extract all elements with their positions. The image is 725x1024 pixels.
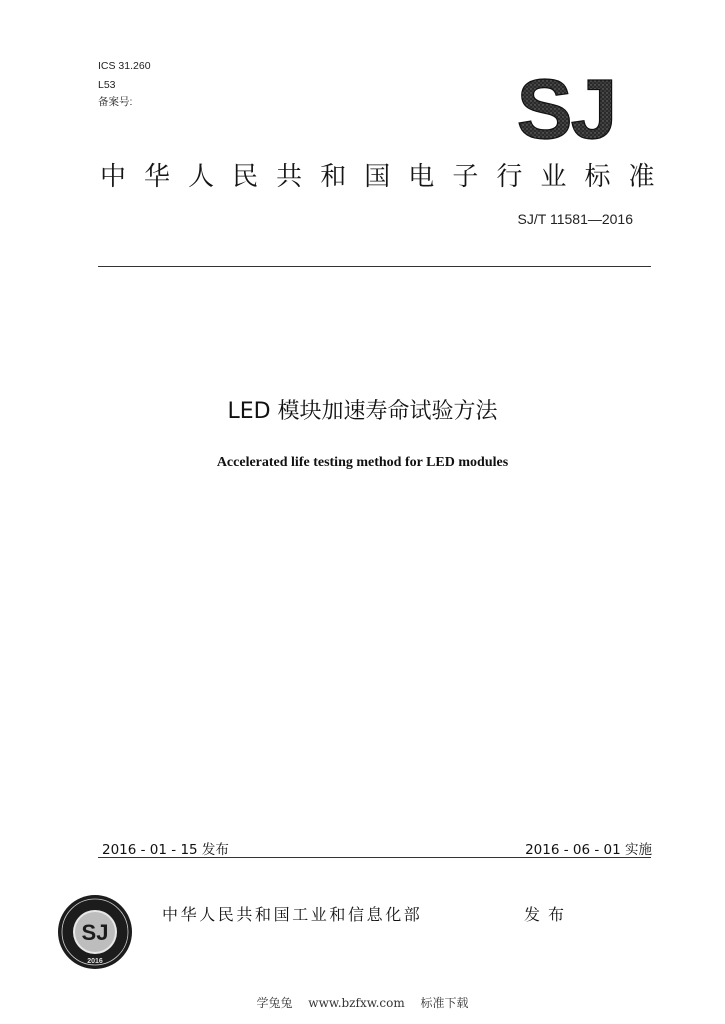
- issue-date: 2016 - 01 - 15 发布: [102, 842, 229, 858]
- watermark-tagline: 标准下载: [420, 996, 469, 1010]
- seal-year: 2016: [87, 958, 103, 965]
- document-title-chinese: LED 模块加速寿命试验方法: [227, 399, 498, 424]
- document-title-english: Accelerated life testing method for LED modules: [216, 455, 509, 470]
- watermark-footer: [0, 994, 725, 1011]
- seal-center-text: SJ: [81, 920, 109, 945]
- sj-logo: [510, 72, 622, 142]
- ics-code: ICS 31.260: [98, 60, 151, 72]
- ccs-code: L53: [98, 79, 116, 91]
- sj-logo-text: SJ: [516, 72, 616, 142]
- watermark-site-name: 学兔兔: [256, 996, 293, 1010]
- standard-category-title: 中华人民共和国电子行业标准: [100, 162, 655, 192]
- filing-number-label: 备案号:: [98, 96, 133, 108]
- top-divider: [98, 266, 651, 267]
- issuing-authority: 中华人民共和国工业和信息化部: [162, 905, 423, 924]
- bottom-divider: [98, 857, 651, 858]
- standard-number: SJ/T 11581—2016: [517, 211, 633, 227]
- watermark-url[interactable]: www.bzfxw.com: [308, 996, 405, 1010]
- ministry-seal-icon: [56, 893, 134, 971]
- implementation-date: 2016 - 06 - 01 实施: [525, 842, 652, 858]
- issue-label: 发布: [524, 905, 573, 924]
